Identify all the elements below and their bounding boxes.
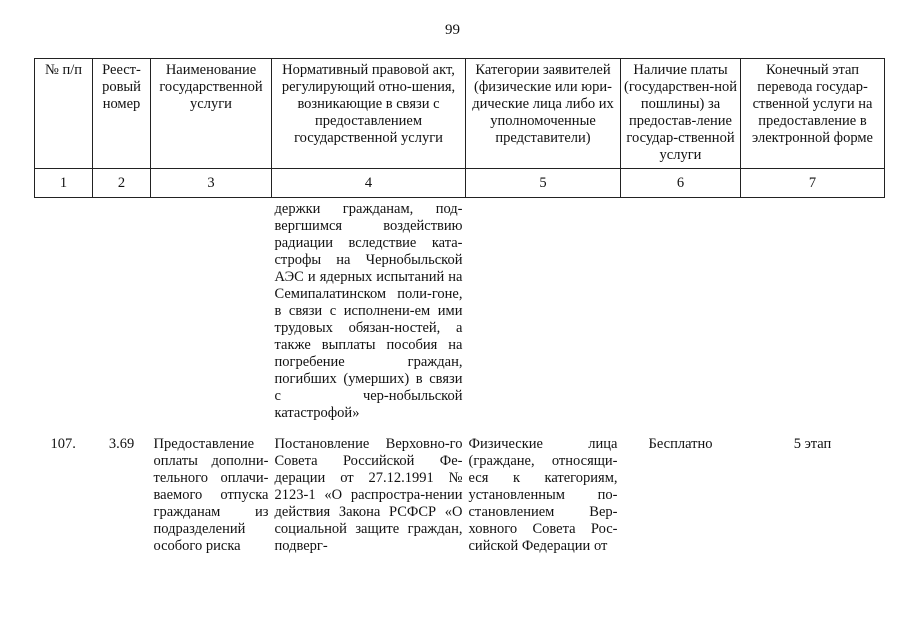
row-final-stage: 5 этап (793, 436, 832, 452)
row-service-name: Предоставление оплаты дополни-тельного оплачи-ваемого отпуска гражданам из подразделений особого риска (153, 436, 269, 554)
header-col-name: Наименование государственной услуги (151, 59, 272, 169)
row-number: 107. (50, 436, 76, 452)
column-number: 3 (151, 169, 272, 198)
row-registry-number: 3.69 (108, 436, 135, 452)
header-col-category: Категории заявителей (физические или юри-дические лица либо их уполномоченные представители) (466, 59, 621, 169)
header-col-num: № п/п (35, 59, 93, 169)
header-col-act: Нормативный правовой акт, регулирующий отно-шения, возникающие в связи с предоставлением государственной услуги (272, 59, 466, 169)
row-fee: Бесплатно (648, 436, 713, 452)
row-applicant-category: Физические лица (граждане, относящи-еся к категориям, установленным по-становлением Вер-ховного Совета Рос-сийской Федерации от (468, 436, 618, 554)
table-row (35, 436, 885, 555)
header-col-fee: Наличие платы (государствен-ной пошлины) за предостав-ление государ-ственной услуги (621, 59, 741, 169)
continuation-row (35, 198, 885, 437)
column-number: 1 (35, 169, 93, 198)
column-number: 7 (741, 169, 885, 198)
column-number-row (35, 169, 885, 198)
header-row (35, 59, 885, 169)
column-number: 2 (93, 169, 151, 198)
row-legal-act: Постановление Верховно-го Совета Российской Фе-дерации от 27.12.1991 № 2123-1 «О распростра-нении действия Закона РСФСР «О социальной защите граждан, подверг- (274, 436, 463, 554)
act-continuation-text: держки гражданам, под-вергшимся воздействию радиации вследствие ката-строфы на Чернобыльской АЭС и ядерных испытаний на Семипалатинском поли-гоне, в связи с исполнени-ем ими трудовых обязан-ностей, а также выплаты пособия на погребение граждан, погибших (умерших) в связи с чер-нобыльской катастрофой» (274, 201, 463, 421)
column-number: 6 (621, 169, 741, 198)
column-number: 4 (272, 169, 466, 198)
page-number: 99 (445, 22, 460, 38)
services-table (34, 58, 885, 555)
header-col-stage: Конечный этап перевода государ-ственной услуги на предоставление в электронной форме (741, 59, 885, 169)
header-col-registry: Реест-ровый номер (93, 59, 151, 169)
column-number: 5 (466, 169, 621, 198)
